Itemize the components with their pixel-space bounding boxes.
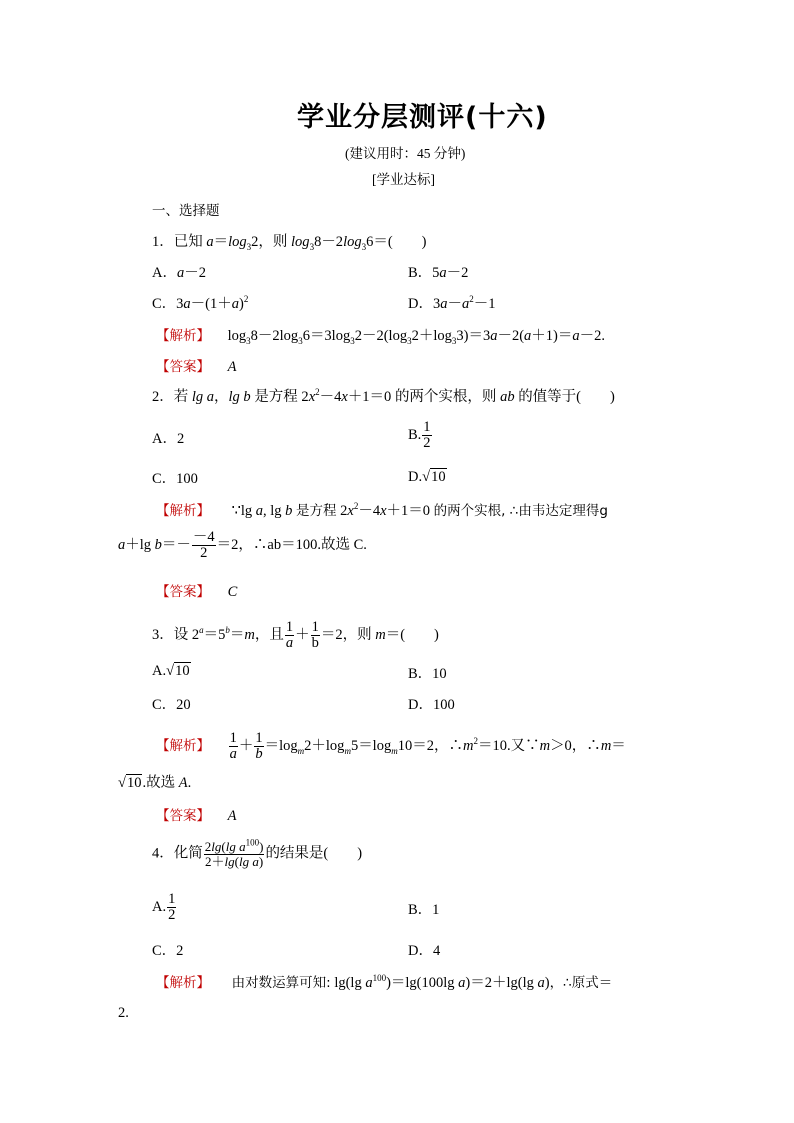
q4-sol-tail: ，∴原式＝	[549, 975, 613, 991]
question-1: 1．已知 $a=\log_32$，则 $\log_38-2\log_36=$( )	[152, 234, 427, 252]
solution-tag: 【解析】	[156, 503, 210, 519]
q2-answer-value: C	[227, 584, 238, 600]
q4-option-c: C．2	[152, 943, 184, 959]
q4-option-d: D．4	[408, 943, 441, 959]
q2-solution-line2: a＋lg b＝－ $\frac{-4}{2}$ ＝2，∴ab＝100.故选 C.	[118, 529, 367, 562]
q1-option-c: C．$3a-(1+a)^2$	[152, 294, 249, 312]
answer-tag: 【答案】	[156, 808, 210, 824]
q1-answer	[156, 360, 236, 375]
answer-tag: 【答案】	[156, 359, 210, 375]
q3-number: 3．设	[152, 627, 189, 644]
question-2: 2．若 lg a，lg b 是方程 $2x^2-4x+1=0$ 的两个实根，则 ab 的值等于( )	[152, 387, 615, 405]
q2-sol-line2: ＝2，∴ab＝100.故选 C.	[216, 537, 367, 554]
q4-option-b: B．1	[408, 902, 440, 918]
q1-number: 1．已知	[152, 234, 203, 250]
q4-stem-tail: 的结果是( )	[265, 845, 363, 862]
q2-sol-tail: 的两个实根, ∴由韦达定理得g	[433, 503, 608, 519]
q3-answer-value: A	[227, 808, 237, 824]
q3-option-c: C．20	[152, 697, 191, 713]
solution-tag: 【解析】	[156, 328, 210, 344]
level-label: [学业达标]	[372, 172, 435, 187]
q3-solution: 【解析】 $\frac{1}{a}$ ＋ $\frac{1}{b}$ $=\log_m2+\log_m5=\log_m10=2$，$\therefore m^2=10$.又∵m＞0，∴m＝	[156, 730, 626, 763]
q2-solution: 【解析】 ∵lg a, lg b 是方程 $2x^2-4x+1=0$ 的两个实根, ∴由韦达定理得g	[156, 501, 608, 519]
q3-option-d: D．100	[408, 697, 455, 713]
q3-sol-line2: .故选	[142, 775, 176, 791]
question-3: 3．设 $2^a=5^b=m$，且 $\frac{1}{a}$ ＋ $\frac{1}{b}$ ＝2，则 m＝( )	[152, 619, 439, 652]
solution-tag: 【解析】	[156, 738, 210, 755]
q3-stem-tail: ＝2，则	[320, 627, 372, 644]
q4-option-a: A. $\frac{1}{2}$	[152, 891, 176, 924]
q2-number: 2．若	[152, 389, 189, 405]
q2-answer	[156, 585, 237, 600]
q2-stem-tail: 的两个实根，则	[394, 389, 497, 405]
q2-option-c: C．100	[152, 471, 198, 487]
q1-option-a: A．a－2	[152, 265, 206, 281]
answer-tag: 【答案】	[156, 584, 210, 600]
q2-sol-text: 是方程	[296, 503, 337, 519]
q2-option-d: D.√10	[408, 469, 446, 485]
q2-option-a: A．2	[152, 431, 185, 447]
q4-number: 4．化简	[152, 845, 203, 862]
section-heading: 一、选择题	[152, 203, 220, 219]
q1-solution: 【解析】 $\log_38-2\log_36=3\log_32-2(\log_32+\log_33)=3a-2(a+1)=a-2$.	[156, 328, 606, 346]
q4-solution-line2: 2.	[118, 1005, 129, 1021]
q2-option-b: B. $\frac{1}{2}$	[408, 419, 431, 452]
q3-answer	[156, 809, 236, 824]
q4-sol-text: 由对数运算可知:	[231, 975, 331, 991]
solution-tag: 【解析】	[156, 975, 210, 991]
q1-option-b: B．5a－2	[408, 265, 469, 281]
question-4: 4．化简 $\frac{2\lg(\lg a^{100})}{\text{2＋lg(lg a)}}$ 的结果是( )	[152, 837, 363, 869]
time-note: (建议用时：45 分钟)	[345, 146, 466, 161]
q1-option-d: D．$3a-a^2-1$	[408, 294, 496, 312]
q3-option-b: B．10	[408, 666, 447, 682]
q1-answer-value: A	[227, 359, 237, 375]
q3-option-a: A.√10	[152, 663, 190, 679]
q2-stem-end: 的值等于( )	[518, 389, 615, 405]
q3-solution-line2: √10.故选 A.	[118, 775, 192, 791]
q4-solution: 【解析】 由对数运算可知: lg(lg $a^{100})=\lg(100\lg$ a)＝2＋lg(lg a)，∴原式＝	[156, 973, 613, 991]
page-title: 学业分层测评(十六)	[297, 102, 548, 133]
